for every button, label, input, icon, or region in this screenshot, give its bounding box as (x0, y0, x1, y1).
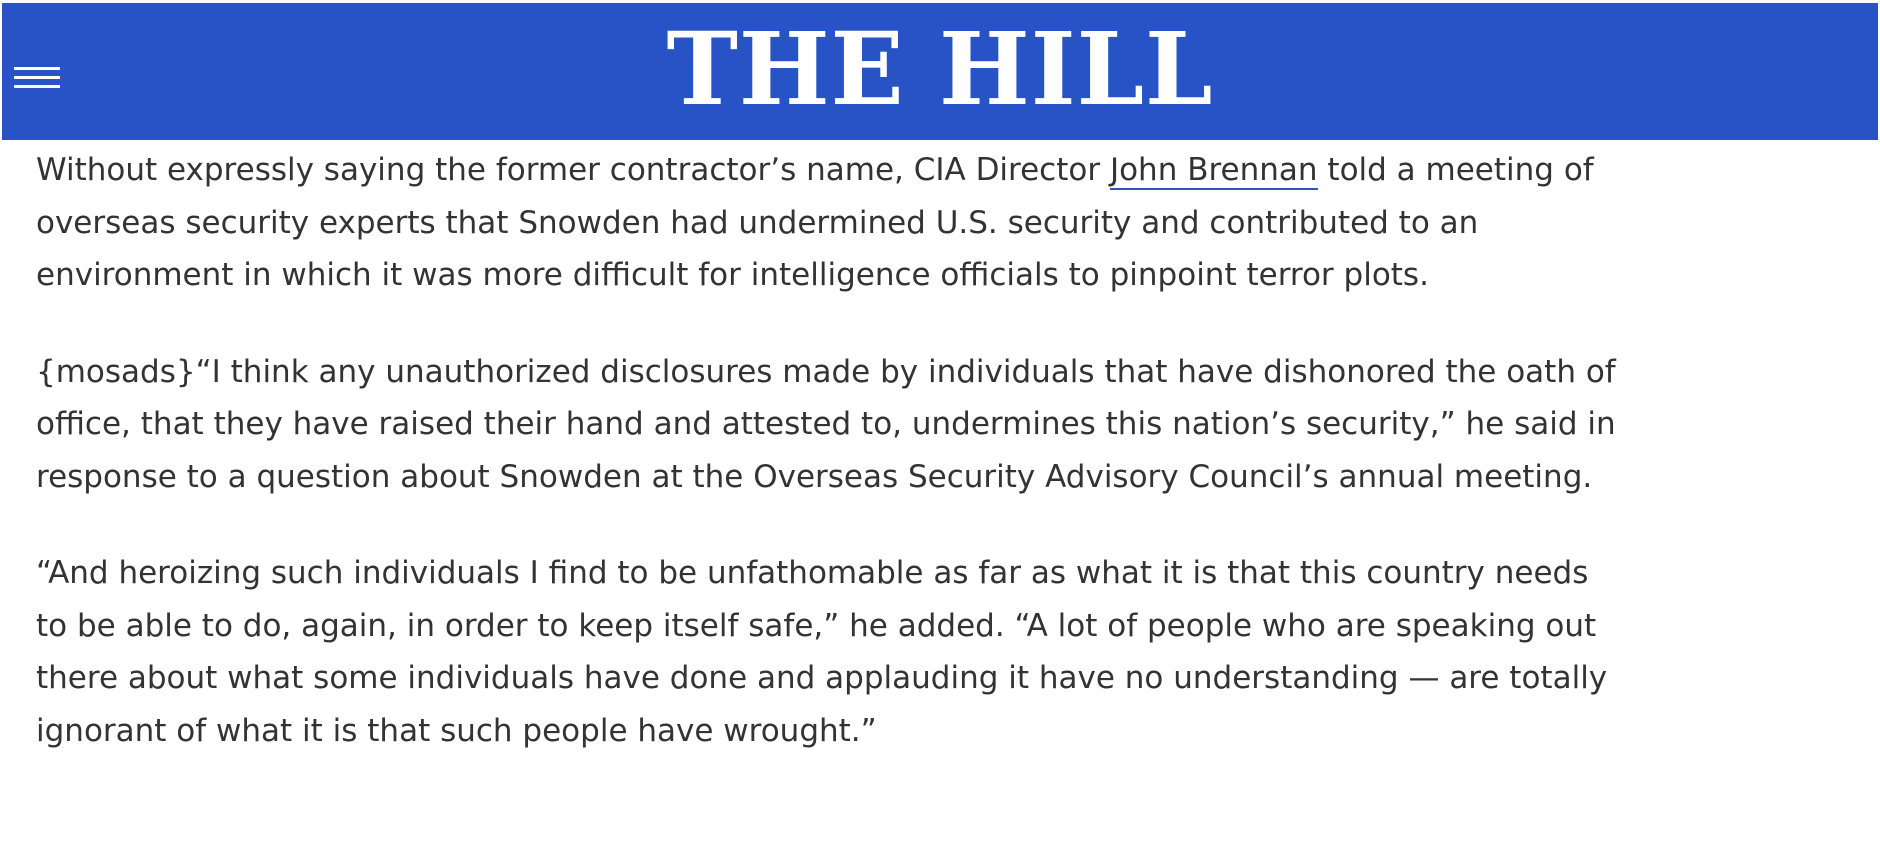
site-logo[interactable]: THE HILL (666, 10, 1214, 128)
paragraph-1-text-before-link: Without expressly saying the former contractor’s name, CIA Director (36, 152, 1110, 188)
article-paragraph-1 (36, 144, 1616, 302)
article-paragraph-2: {mosads}“I think any unauthorized disclosures made by individuals that have dishonored the oath of office, that they have raised their hand and attested to, undermines this nation’s security,” he said in response to a question about Snowden at the Overseas Security Advisory Council’s annual meeting. (36, 353, 1616, 495)
john-brennan-link[interactable]: John Brennan (1109, 152, 1318, 188)
site-header (2, 3, 1878, 140)
paragraph-1-text-after-link: told a meeting of overseas security experts that Snowden had undermined U.S. security and contributed to an environment in which it was more difficult for intelligence officials to pinpoint terror plots. (36, 152, 1594, 293)
article-paragraph-3: “And heroizing such individuals I find to be unfathomable as far as what it is that this country needs to be able to do, again, in order to keep itself safe,” he added. “A lot of people who are speaking out there about what some individuals have done and applauding it have no understanding — are totally ignorant of what it is that such people have wrought.” (36, 555, 1608, 749)
article-body (36, 144, 1616, 801)
